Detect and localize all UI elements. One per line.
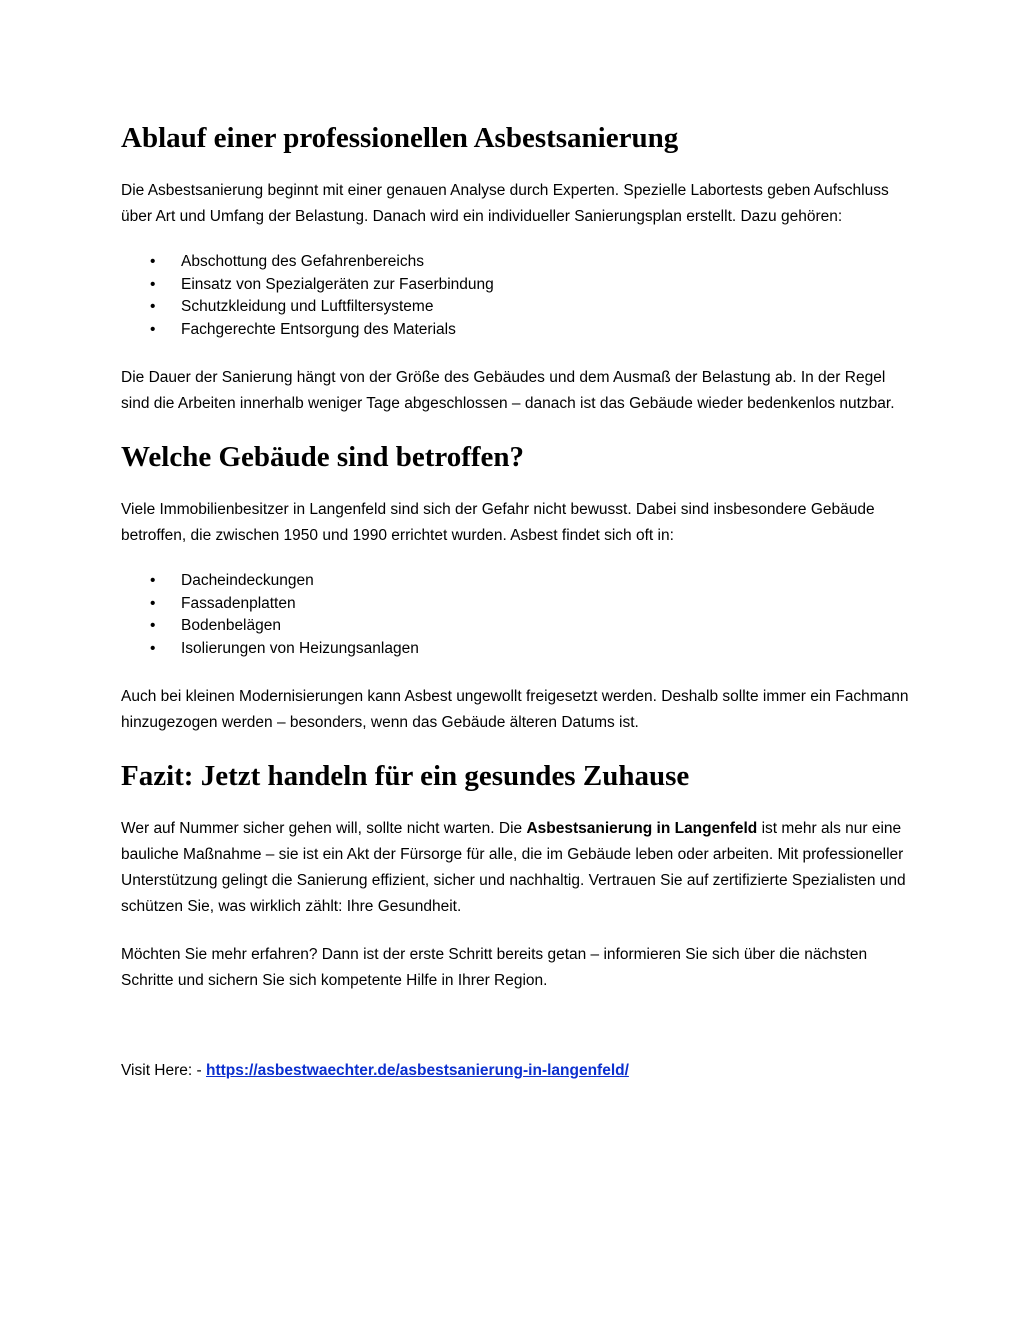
bullet-icon: •: [150, 298, 156, 315]
bullet-icon: •: [150, 639, 156, 657]
list-item-text: Fachgerechte Entsorgung des Materials: [181, 320, 456, 338]
list-item: [121, 319, 911, 342]
visit-line: [121, 1058, 911, 1084]
list-sanierung-steps: [121, 251, 911, 341]
list-item-text: Bodenbelägen: [181, 617, 281, 634]
paragraph-gebaeude-outro: Auch bei kleinen Modernisierungen kann Asbest ungewollt freigesetzt werden. Deshalb sollte immer ein Fachmann hinzugezogen werden – besonders, wenn das Gebäude älteren Datums ist.: [121, 688, 909, 731]
list-item: [121, 274, 911, 297]
bullet-icon: •: [150, 320, 156, 338]
paragraph-mehr-erfahren: Möchten Sie mehr erfahren? Dann ist der erste Schritt bereits getan – informieren Sie sich über die nächsten Schritte und sichern Sie sich kompetente Hilfe in Ihrer Region.: [121, 946, 868, 989]
list-item-text: Isolierungen von Heizungsanlagen: [181, 639, 419, 657]
list-asbest-orte: [121, 570, 911, 660]
heading-ablauf: Ablauf einer professionellen Asbestsanierung: [121, 122, 679, 154]
list-item: [121, 570, 911, 593]
list-item: [121, 593, 911, 616]
bullet-icon: •: [150, 253, 156, 270]
list-item: [121, 251, 911, 274]
bullet-icon: •: [150, 275, 156, 293]
bullet-icon: •: [150, 617, 156, 634]
paragraph-fazit-rest: ist mehr als nur eine bauliche Maßnahme – sie ist ein Akt der Fürsorge für alle, die im Gebäude leben oder arbeiten. Mit professioneller Unterstützung gelingt die Sanierung effizient, sicher und nachhaltig. Vertrauen Sie auf zertifizierte Spezialisten und schützen Sie, was wirklich zählt: Ihre Gesundheit.: [121, 820, 906, 915]
bullet-icon: •: [150, 572, 156, 589]
heading-gebaeude: Welche Gebäude sind betroffen?: [121, 441, 525, 473]
visit-label: Visit Here: -: [121, 1062, 206, 1079]
list-item-text: Abschottung des Gefahrenbereichs: [181, 253, 424, 270]
list-item-text: Schutzkleidung und Luftfiltersysteme: [181, 298, 434, 315]
paragraph-fazit: [121, 816, 911, 920]
bold-keyword: Asbestsanierung in Langenfeld: [526, 820, 758, 837]
paragraph-ablauf-intro: Die Asbestsanierung beginnt mit einer genauen Analyse durch Experten. Spezielle Labortests geben Aufschluss über Art und Umfang der Belastung. Danach wird ein individueller Sanierungsplan erstellt. Dazu gehören:: [121, 182, 889, 225]
paragraph-ablauf-outro: Die Dauer der Sanierung hängt von der Größe des Gebäudes und dem Ausmaß der Belastung ab. In der Regel sind die Arbeiten innerhalb weniger Tage abgeschlossen – danach ist das Gebäude wieder bedenkenlos nutzbar.: [121, 369, 895, 412]
list-item-text: Einsatz von Spezialgeräten zur Faserbindung: [181, 275, 494, 293]
paragraph-gebaeude-intro: Viele Immobilienbesitzer in Langenfeld sind sich der Gefahr nicht bewusst. Dabei sind insbesondere Gebäude betroffen, die zwischen 1950 und 1990 errichtet wurden. Asbest findet sich oft in:: [121, 501, 875, 544]
list-item: [121, 638, 911, 661]
list-item: [121, 296, 911, 319]
list-item-text: Fassadenplatten: [181, 594, 296, 612]
visit-link[interactable]: https://asbestwaechter.de/asbestsanierung-in-langenfeld/: [206, 1062, 629, 1079]
bullet-icon: •: [150, 594, 156, 612]
heading-fazit: Fazit: Jetzt handeln für ein gesundes Zuhause: [121, 760, 690, 792]
list-item-text: Dacheindeckungen: [181, 572, 314, 589]
list-item: [121, 615, 911, 638]
document-page: [121, 118, 911, 1084]
paragraph-fazit-start: Wer auf Nummer sicher gehen will, sollte nicht warten. Die: [121, 820, 527, 837]
